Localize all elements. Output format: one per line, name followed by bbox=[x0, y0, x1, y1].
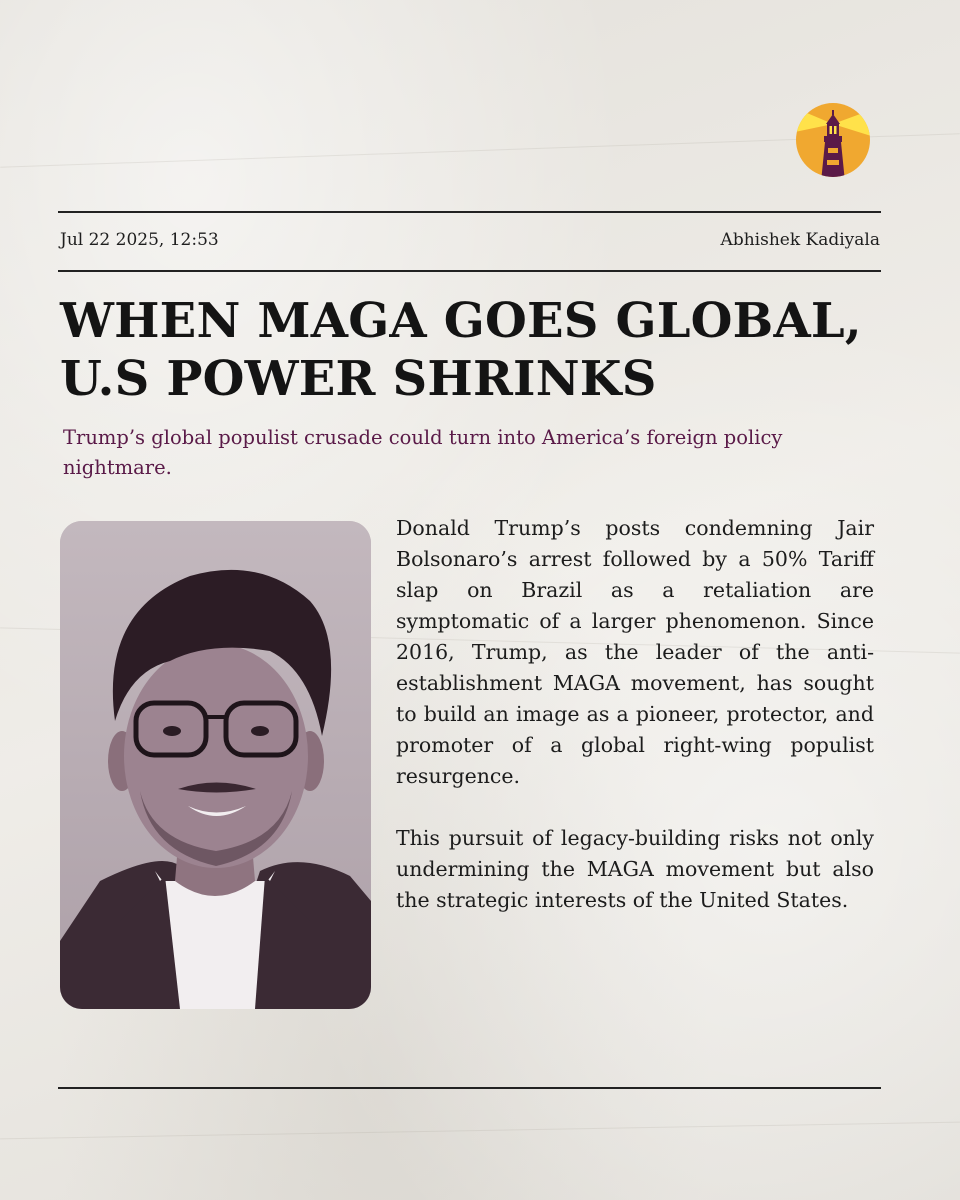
header-rule bbox=[58, 270, 881, 272]
body-paragraph-2: This pursuit of legacy-building risks not only undermining the MAGA movement but also the strategic interests of the United States. bbox=[396, 826, 874, 912]
lighthouse-icon bbox=[795, 102, 871, 178]
publish-date: Jul 22 2025, 12:53 bbox=[60, 230, 219, 250]
author-name: Abhishek Kadiyala bbox=[720, 230, 880, 250]
headline: WHEN MAGA GOES GLOBAL, U.S POWER SHRINKS bbox=[60, 293, 862, 407]
top-rule bbox=[58, 211, 881, 213]
article-body bbox=[396, 513, 874, 947]
author-photo bbox=[60, 521, 371, 1009]
standfirst: Trump’s global populist crusade could turn into America’s foreign policy nightmare. bbox=[63, 426, 783, 479]
bottom-rule bbox=[58, 1087, 881, 1089]
paper-crease bbox=[0, 1122, 960, 1140]
body-paragraph-1: Donald Trump’s posts condemning Jair Bolsonaro’s arrest followed by a 50% Tariff slap on Brazil as a retaliation are symptomatic of a larger phenomenon. Since 2016, Trump, as the leader of the anti-establishment MAGA movement, has sought to build an image as a pioneer, protector, and promoter of a global right-wing populist resurgence. bbox=[396, 516, 874, 788]
